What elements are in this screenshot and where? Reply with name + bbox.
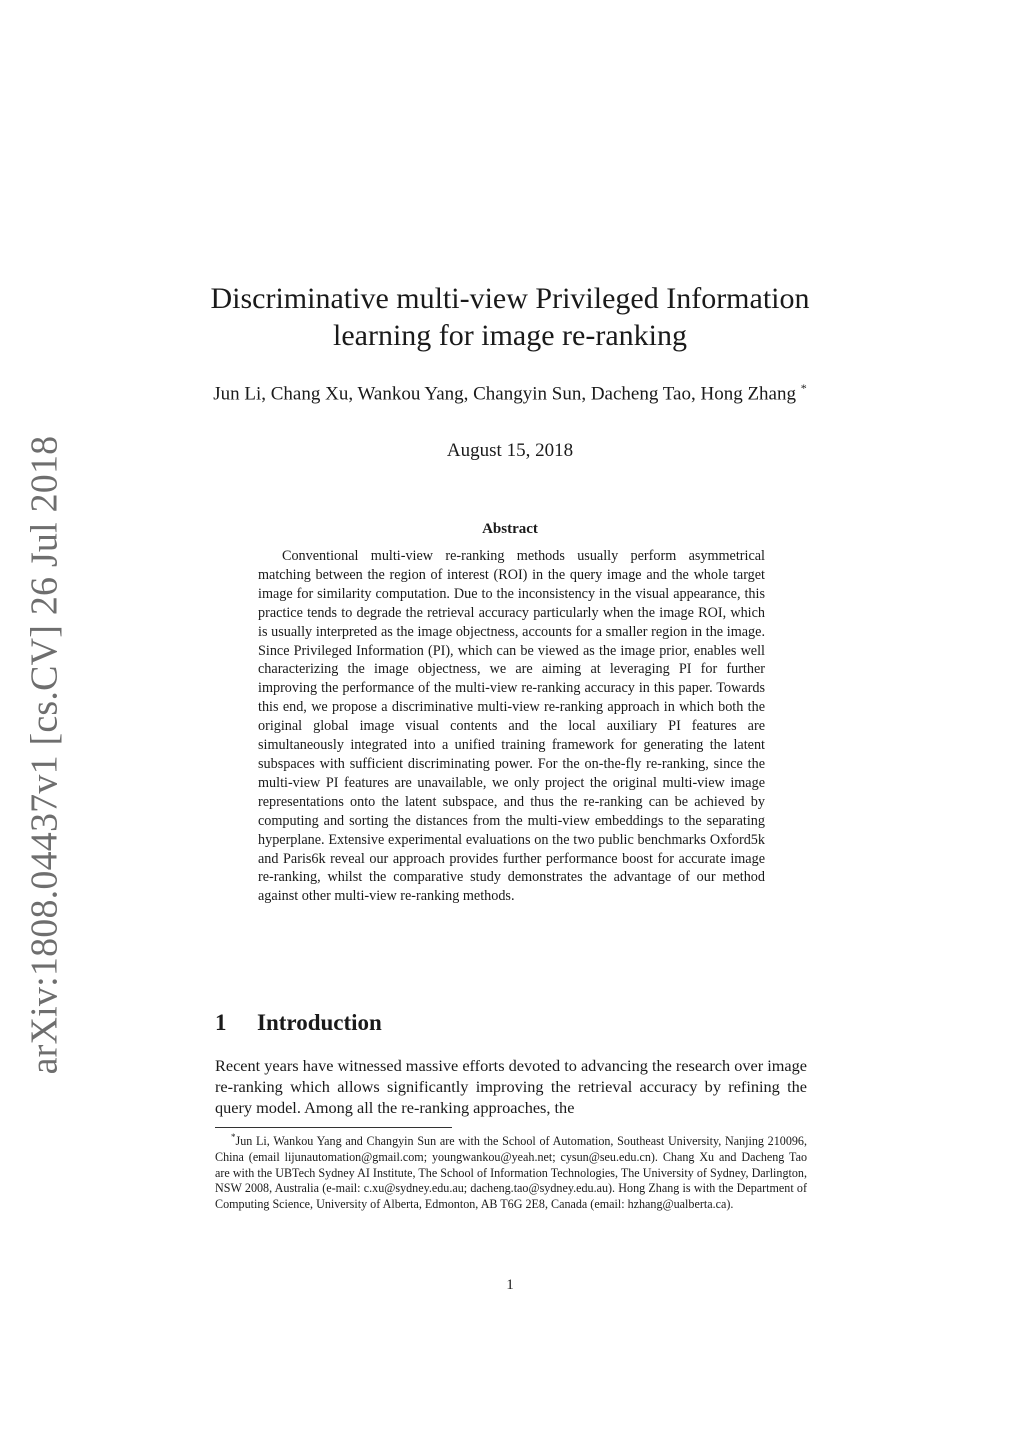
section-number: 1 (215, 1010, 227, 1035)
footnote-rule (215, 1127, 452, 1128)
page-number: 1 (506, 1277, 514, 1293)
paper-title: Discriminative multi-view Privileged Information learning for image re-ranking (210, 282, 810, 352)
footnote-text: Jun Li, Wankou Yang and Changyin Sun are with the School of Automation, Southeast University, Nanjing 210096, China (email lijunautomation@gmail.com; youngwankou@yeah.net; cysun@seu.edu.cn). Chang Xu and Dacheng Tao are with the UBTech Sydney AI Institute, The School of Information Technologies, The University of Sydney, Darlington, NSW 2008, Australia (e-mail: c.xu@sydney.edu.au; dacheng.tao@sydney.edu.au). Hong Zhang is with the Department of Computing Science, University of Alberta, Edmonton, AB T6G 2E8, Canada (email: hzhang@ualberta.ca). (215, 1134, 807, 1212)
publication-date: August 15, 2018 (446, 440, 574, 461)
abstract-text: Conventional multi-view re-ranking methods usually perform asymmetrical matching between the region of interest (ROI) in the query image and the whole target image for similarity computation. Due to the inconsistency in the visual appearance, this practice tends to degrade the retrieval accuracy particularly when the image ROI, which is usually interpreted as the image objectness, accounts for a smaller region in the image. Since Privileged Information (PI), which can be viewed as the image prior, enables well characterizing the image objectness, we are aiming at leveraging PI for further improving the performance of the multi-view re-ranking accuracy in this paper. Towards this end, we propose a discriminative multi-view re-ranking approach in which both the original global image visual contents and the local auxiliary PI features are simultaneously integrated into a unified training framework for generating the latent subspaces with sufficient discriminating power. For the on-the-fly re-ranking, since the multi-view PI features are unavailable, we only project the original multi-view image representations onto the latent subspace, and thus the re-ranking can be achieved by computing and sorting the distances from the multi-view embeddings to the separating hyperplane. Extensive experimental evaluations on the two public benchmarks Oxford5k and Paris6k reveal our approach provides further performance boost for accurate image re-ranking, whilst the comparative study demonstrates the advantage of our method against other multi-view re-ranking methods. (258, 548, 765, 905)
arxiv-identifier-stamp (14, 435, 74, 1075)
abstract-heading: Abstract (482, 521, 538, 537)
author-footnote-mark: * (800, 381, 807, 395)
section-heading-introduction (215, 1010, 382, 1036)
author-affiliation-footnote (215, 1130, 807, 1213)
introduction-paragraph: Recent years have witnessed massive efforts devoted to advancing the research over image re-ranking which allows significantly improving the retrieval accuracy by refining the query model. Among all the re-ranking approaches, the (215, 1056, 807, 1118)
footnote-mark: * (231, 1132, 236, 1142)
arxiv-identifier-text: arXiv:1808.04437v1 [cs.CV] 26 Jul 2018 (23, 435, 65, 1075)
section-title: Introduction (257, 1010, 382, 1035)
author-names: Jun Li, Chang Xu, Wankou Yang, Changyin Sun, Dacheng Tao, Hong Zhang (213, 383, 796, 405)
author-list (160, 376, 860, 406)
